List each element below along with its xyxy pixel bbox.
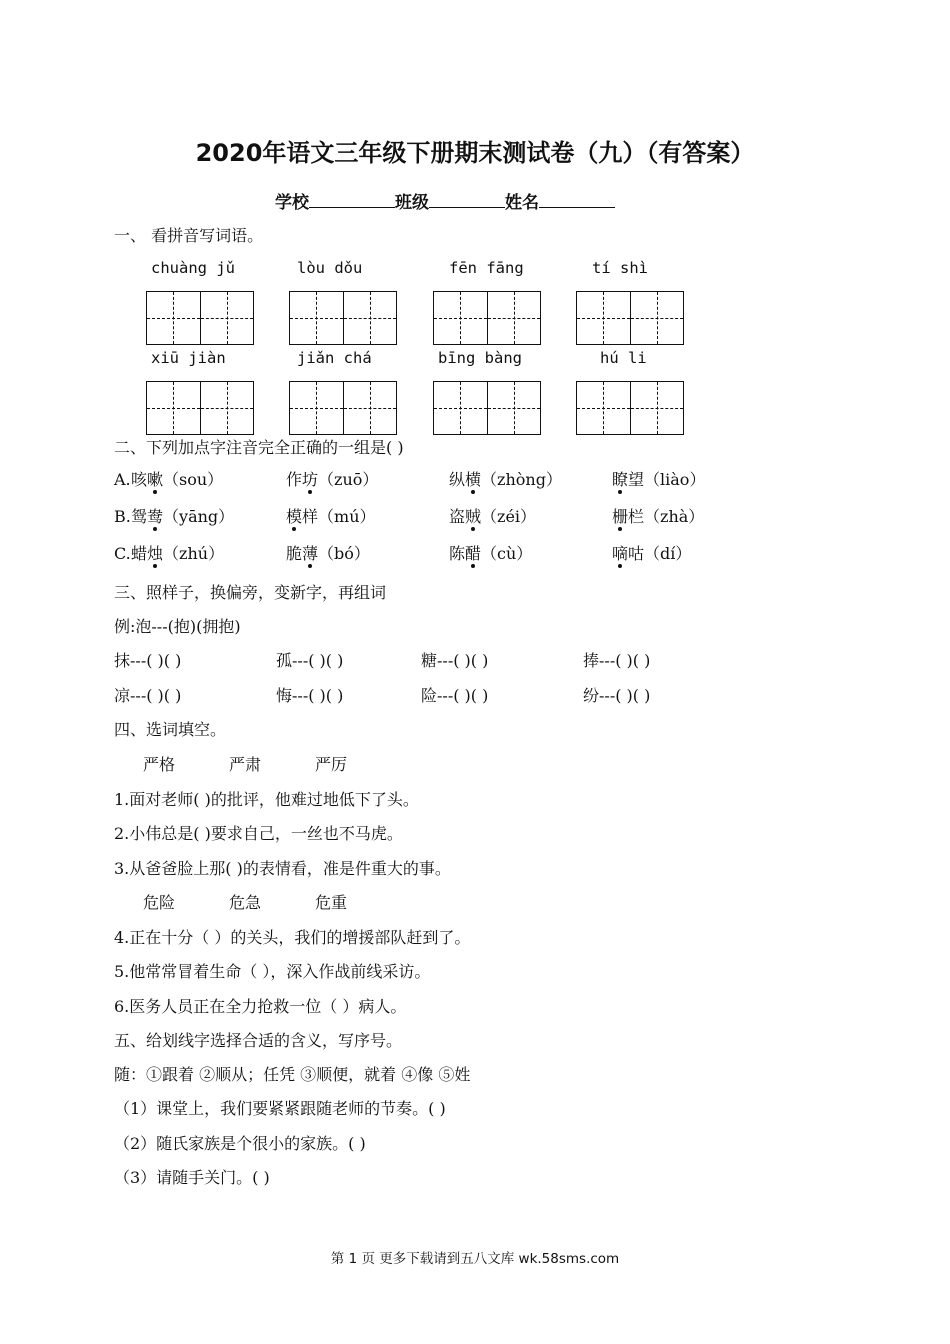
writing-grid[interactable] bbox=[146, 291, 254, 345]
option-item: 嘀咕（dí） bbox=[612, 544, 692, 563]
class-blank[interactable] bbox=[429, 190, 505, 208]
pinyin-label: fēn fāng bbox=[449, 259, 524, 277]
name-blank[interactable] bbox=[539, 190, 615, 208]
fill-question: 3.从爸爸脸上那( )的表情看，准是件重大的事。 bbox=[114, 859, 451, 878]
pinyin-label: bīng bàng bbox=[438, 349, 522, 367]
writing-grid[interactable] bbox=[289, 381, 397, 435]
option-letter: A. bbox=[114, 470, 131, 489]
pinyin-label: tí shì bbox=[592, 259, 648, 277]
option-item: 蜡烛（zhú） bbox=[131, 544, 225, 563]
word-choice: 危险 bbox=[143, 893, 176, 912]
pinyin-label: jiǎn chá bbox=[297, 349, 372, 367]
option-item: 鸳鸯（yāng） bbox=[131, 507, 235, 526]
option-item: 咳嗽（sou） bbox=[131, 470, 224, 489]
radical-question: 悔---( )( ) bbox=[276, 686, 344, 705]
radical-question: 糖---( )( ) bbox=[421, 651, 489, 670]
word-choice: 危重 bbox=[315, 893, 348, 912]
option-item: 陈醋（cù） bbox=[449, 544, 533, 563]
writing-grid[interactable] bbox=[576, 381, 684, 435]
writing-grid[interactable] bbox=[433, 381, 541, 435]
option-letter: B. bbox=[114, 507, 131, 526]
fill-question: 4.正在十分（ ）的关头，我们的增援部队赶到了。 bbox=[114, 928, 471, 947]
meaning-question: （2）随氏家族是个很小的家族。( ) bbox=[114, 1134, 366, 1153]
option-item: 模样（mú） bbox=[286, 507, 376, 526]
word-choice: 严肃 bbox=[229, 755, 262, 774]
page-title: 2020年语文三年级下册期末测试卷（九）（有答案） bbox=[195, 139, 755, 167]
fill-question: 5.他常常冒着生命（ ），深入作战前线采访。 bbox=[114, 962, 431, 981]
option-item: 栅栏（zhà） bbox=[612, 507, 705, 526]
page-footer: 第 1 页 更多下载请到五八文库 wk.58sms.com bbox=[330, 1251, 620, 1267]
radical-question: 孤---( )( ) bbox=[276, 651, 344, 670]
radical-question: 凉---( )( ) bbox=[114, 686, 182, 705]
radical-question: 纷---( )( ) bbox=[583, 686, 651, 705]
writing-grid[interactable] bbox=[146, 381, 254, 435]
header-fields bbox=[275, 188, 615, 213]
radical-question: 捧---( )( ) bbox=[583, 651, 651, 670]
section4-heading: 四、选词填空。 bbox=[114, 720, 227, 739]
option-item: 盗贼（zéi） bbox=[449, 507, 537, 526]
word-choice: 严厉 bbox=[315, 755, 348, 774]
fill-question: 1.面对老师( )的批评，他难过地低下了头。 bbox=[114, 790, 419, 809]
pinyin-label: chuàng jǔ bbox=[151, 259, 235, 277]
section2-heading: 二、下列加点字注音完全正确的一组是( ) bbox=[114, 438, 404, 457]
pinyin-label: hú li bbox=[600, 349, 647, 367]
fill-question: 2.小伟总是( )要求自己，一丝也不马虎。 bbox=[114, 824, 403, 843]
section5-heading: 五、给划线字选择合适的含义，写序号。 bbox=[114, 1031, 403, 1050]
option-letter: C. bbox=[114, 544, 131, 563]
meaning-question: （1）课堂上，我们要紧紧跟随老师的节奏。( ) bbox=[114, 1099, 446, 1118]
section1-heading: 一、 看拼音写词语。 bbox=[114, 226, 264, 245]
pinyin-label: lòu dǒu bbox=[297, 259, 363, 277]
meaning-list: 随：①跟着 ②顺从；任凭 ③顺便，就着 ④像 ⑤姓 bbox=[114, 1065, 471, 1084]
meaning-question: （3）请随手关门。( ) bbox=[114, 1168, 270, 1187]
section3-example: 例:泡---(抱)(拥抱) bbox=[114, 617, 241, 636]
writing-grid[interactable] bbox=[433, 291, 541, 345]
fill-question: 6.医务人员正在全力抢救一位（ ）病人。 bbox=[114, 997, 407, 1016]
class-label: 班级 bbox=[395, 193, 429, 213]
option-item: 瞭望（liào） bbox=[612, 470, 706, 489]
writing-grid[interactable] bbox=[289, 291, 397, 345]
writing-grid[interactable] bbox=[576, 291, 684, 345]
radical-question: 抹---( )( ) bbox=[114, 651, 182, 670]
option-item: 脆薄（bó） bbox=[286, 544, 370, 563]
word-choice: 危急 bbox=[229, 893, 262, 912]
pinyin-label: xiū jiàn bbox=[151, 349, 226, 367]
school-label: 学校 bbox=[275, 193, 309, 213]
option-item: 纵横（zhòng） bbox=[449, 470, 562, 489]
option-item: 作坊（zuō） bbox=[286, 470, 379, 489]
radical-question: 险---( )( ) bbox=[421, 686, 489, 705]
section3-heading: 三、照样子，换偏旁，变新字，再组词 bbox=[114, 583, 387, 602]
name-label: 姓名 bbox=[505, 193, 539, 213]
word-choice: 严格 bbox=[143, 755, 176, 774]
school-blank[interactable] bbox=[309, 190, 395, 208]
